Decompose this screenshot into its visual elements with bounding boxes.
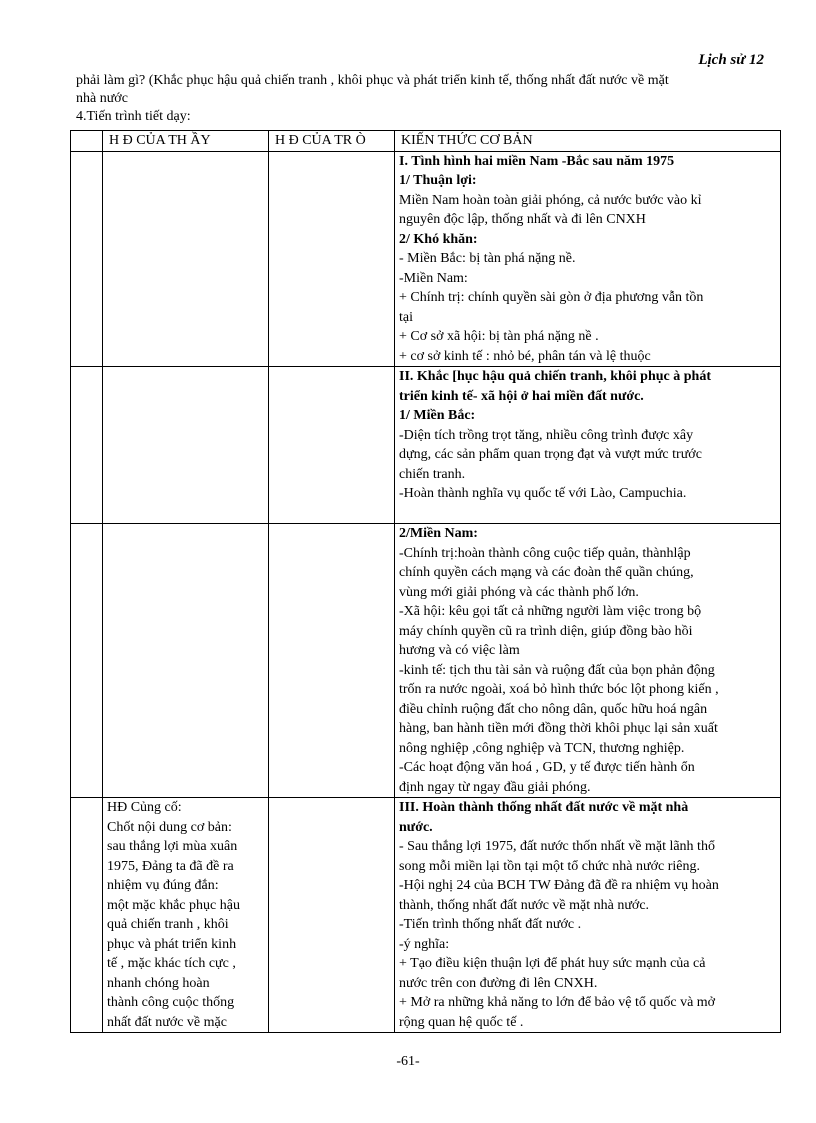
content-line: dựng, các sản phẩm quan trọng đạt và vượt mức trước [399, 447, 702, 462]
knowledge-cell [395, 524, 781, 798]
content-line: rộng quan hệ quốc tế . [399, 1014, 524, 1030]
header-cell-student: H Đ CỦA TR Ò [269, 131, 395, 152]
header-cell-teacher: H Đ CỦA TH ẦY [103, 131, 269, 152]
content-line: thành, thống nhất đất nước về mặt nhà nước. [399, 897, 650, 913]
student-activity-cell [269, 798, 395, 1033]
content-line: hương và có việc làm [399, 643, 520, 658]
header-cell-knowledge: KIẾN THỨC CƠ BẢN [395, 131, 781, 152]
teacher-activity-line: quả chiến tranh , khôi [107, 917, 229, 932]
content-line: -Tiến trình thống nhất đất nước . [399, 917, 582, 932]
content-line: -kinh tế: tịch thu tài sản và ruộng đất của bọn phản động [399, 662, 715, 678]
content-line: -Hoàn thành nghĩa vụ quốc tế với Lào, Campuchia. [399, 486, 687, 501]
page-number: -61- [396, 1054, 420, 1069]
content-line: song mỗi miền lại tồn tại một tổ chức nhà nước riêng. [399, 858, 700, 874]
teacher-activity-line: 1975, Đảng ta đã đề ra [107, 858, 234, 874]
content-line: -Diện tích trồng trọt tăng, nhiều công trình được xây [399, 427, 694, 443]
content-line: + Cơ sở xã hội: bị tàn phá nặng nề . [399, 329, 599, 344]
teacher-activity-cell [103, 367, 269, 524]
content-line: + Tạo điều kiện thuận lợi để phát huy sức mạnh của cả [399, 956, 706, 971]
section-heading: 1/ Miền Bắc: [399, 408, 476, 423]
teacher-activity-cell [103, 524, 269, 798]
table-row [71, 524, 781, 798]
lesson-plan-table [70, 130, 781, 1033]
content-line: tại [399, 309, 413, 325]
content-line: - Sau thắng lợi 1975, đất nước thốn nhất về mặt lãnh thổ [399, 839, 715, 854]
teacher-activity-line: tế , mặc khác tích cực , [107, 956, 236, 971]
content-line: -Miền Nam: [399, 270, 468, 286]
intro-line: phải làm gì? (Khắc phục hậu quả chiến tranh , khôi phục và phát triển kinh tế, thống nhất đất nước về mặt [76, 73, 669, 88]
content-line: chính quyền cách mạng và các đoàn thể quần chúng, [399, 565, 694, 580]
table-header-row [71, 131, 781, 152]
student-activity-cell [269, 151, 395, 367]
section-heading: 1/ Thuận lợi: [399, 173, 477, 188]
teacher-activity-cell [103, 151, 269, 367]
teacher-activity-line: Chốt nội dung cơ bản: [107, 819, 232, 835]
content-line: + Chính trị: chính quyền sài gòn ở địa phương vẫn tồn [399, 290, 704, 305]
teacher-activity-line: nhất đất nước về mặc [107, 1014, 227, 1030]
intro-text [76, 72, 776, 126]
student-activity-cell [269, 524, 395, 798]
index-cell [71, 798, 103, 1033]
content-line: + Mở ra những khả năng to lớn để bảo vệ tổ quốc và mở [399, 995, 716, 1010]
content-line: hàng, ban hành tiền mới đồng thời khôi phục lại sản xuất [399, 721, 718, 736]
content-line: -Chính trị:hoàn thành công cuộc tiếp quản, thànhlập [399, 545, 691, 561]
teacher-activity-line: thành công cuộc thống [107, 995, 235, 1010]
content-line: trốn ra nước ngoài, xoá bỏ hình thức bóc lột phong kiến , [399, 682, 719, 697]
knowledge-cell [395, 798, 781, 1033]
knowledge-cell [395, 367, 781, 524]
content-line: vùng mới giải phóng và các thành phố lớn. [399, 584, 639, 600]
content-line [399, 504, 776, 524]
teacher-activity-line: nhanh chóng hoàn [107, 975, 210, 991]
section-heading: nước. [399, 819, 433, 835]
index-cell [71, 151, 103, 367]
section-heading: 2/ Khó khăn: [399, 231, 478, 247]
teacher-activity-line: nhiệm vụ đúng đắn: [107, 878, 219, 893]
page-header-subject: Lịch sử 12 [698, 52, 764, 68]
section-heading: triển kinh tế- xã hội ở hai miền đất nước. [399, 388, 644, 404]
section-heading: I. Tình hình hai miền Nam -Bắc sau năm 1975 [399, 153, 675, 169]
teacher-activity-line: sau thắng lợi mùa xuân [107, 839, 238, 854]
teacher-activity-cell [103, 798, 269, 1033]
content-line: định ngay từ ngay đầu giải phóng. [399, 779, 591, 795]
content-line: -Hội nghị 24 của BCH TW Đảng đã đề ra nhiệm vụ hoàn [399, 878, 719, 893]
index-cell [71, 367, 103, 524]
content-line: -Xã hội: kêu gọi tất cả những người làm việc trong bộ [399, 604, 702, 619]
teacher-activity-line: phục và phát triển kinh [107, 936, 237, 952]
knowledge-cell [395, 151, 781, 367]
content-line: + cơ sở kinh tế : nhỏ bé, phân tán và lệ thuộc [399, 348, 651, 364]
content-line: nước trên con đường đi lên CNXH. [399, 975, 598, 991]
content-line: Miền Nam hoàn toàn giải phóng, cả nước bước vào kỉ [399, 192, 702, 208]
section-heading: III. Hoàn thành thống nhất đất nước về mặt nhà [399, 800, 689, 815]
intro-line: nhà nước [76, 91, 128, 106]
header-cell-index [71, 131, 103, 152]
section-heading: 2/Miền Nam: [399, 526, 478, 541]
table-row [71, 367, 781, 524]
content-line: - Miền Bắc: bị tàn phá nặng nề. [399, 251, 576, 266]
table-row [71, 151, 781, 367]
content-line: nông nghiệp ,công nghiệp và TCN, thương nghiệp. [399, 740, 685, 756]
index-cell [71, 524, 103, 798]
content-line: chiến tranh. [399, 466, 466, 482]
section-heading: II. Khắc [hục hậu quả chiến tranh, khôi phục à phát [399, 369, 711, 384]
content-line: nguyên độc lập, thống nhất và đi lên CNXH [399, 212, 646, 227]
student-activity-cell [269, 367, 395, 524]
content-line: -ý nghĩa: [399, 936, 450, 952]
teacher-activity-line: một mặc khắc phục hậu [107, 897, 240, 913]
content-line: -Các hoạt động văn hoá , GD, y tế được tiến hành ổn [399, 760, 695, 775]
table-row [71, 798, 781, 1033]
intro-line: 4.Tiến trình tiết dạy: [76, 109, 191, 124]
content-line: điều chỉnh ruộng đất cho nông dân, quốc hữu hoá ngân [399, 701, 708, 717]
content-line: máy chính quyền cũ ra trình diện, giúp đồng bào hồi [399, 623, 693, 639]
teacher-activity-line: HĐ Củng cố: [107, 800, 182, 815]
